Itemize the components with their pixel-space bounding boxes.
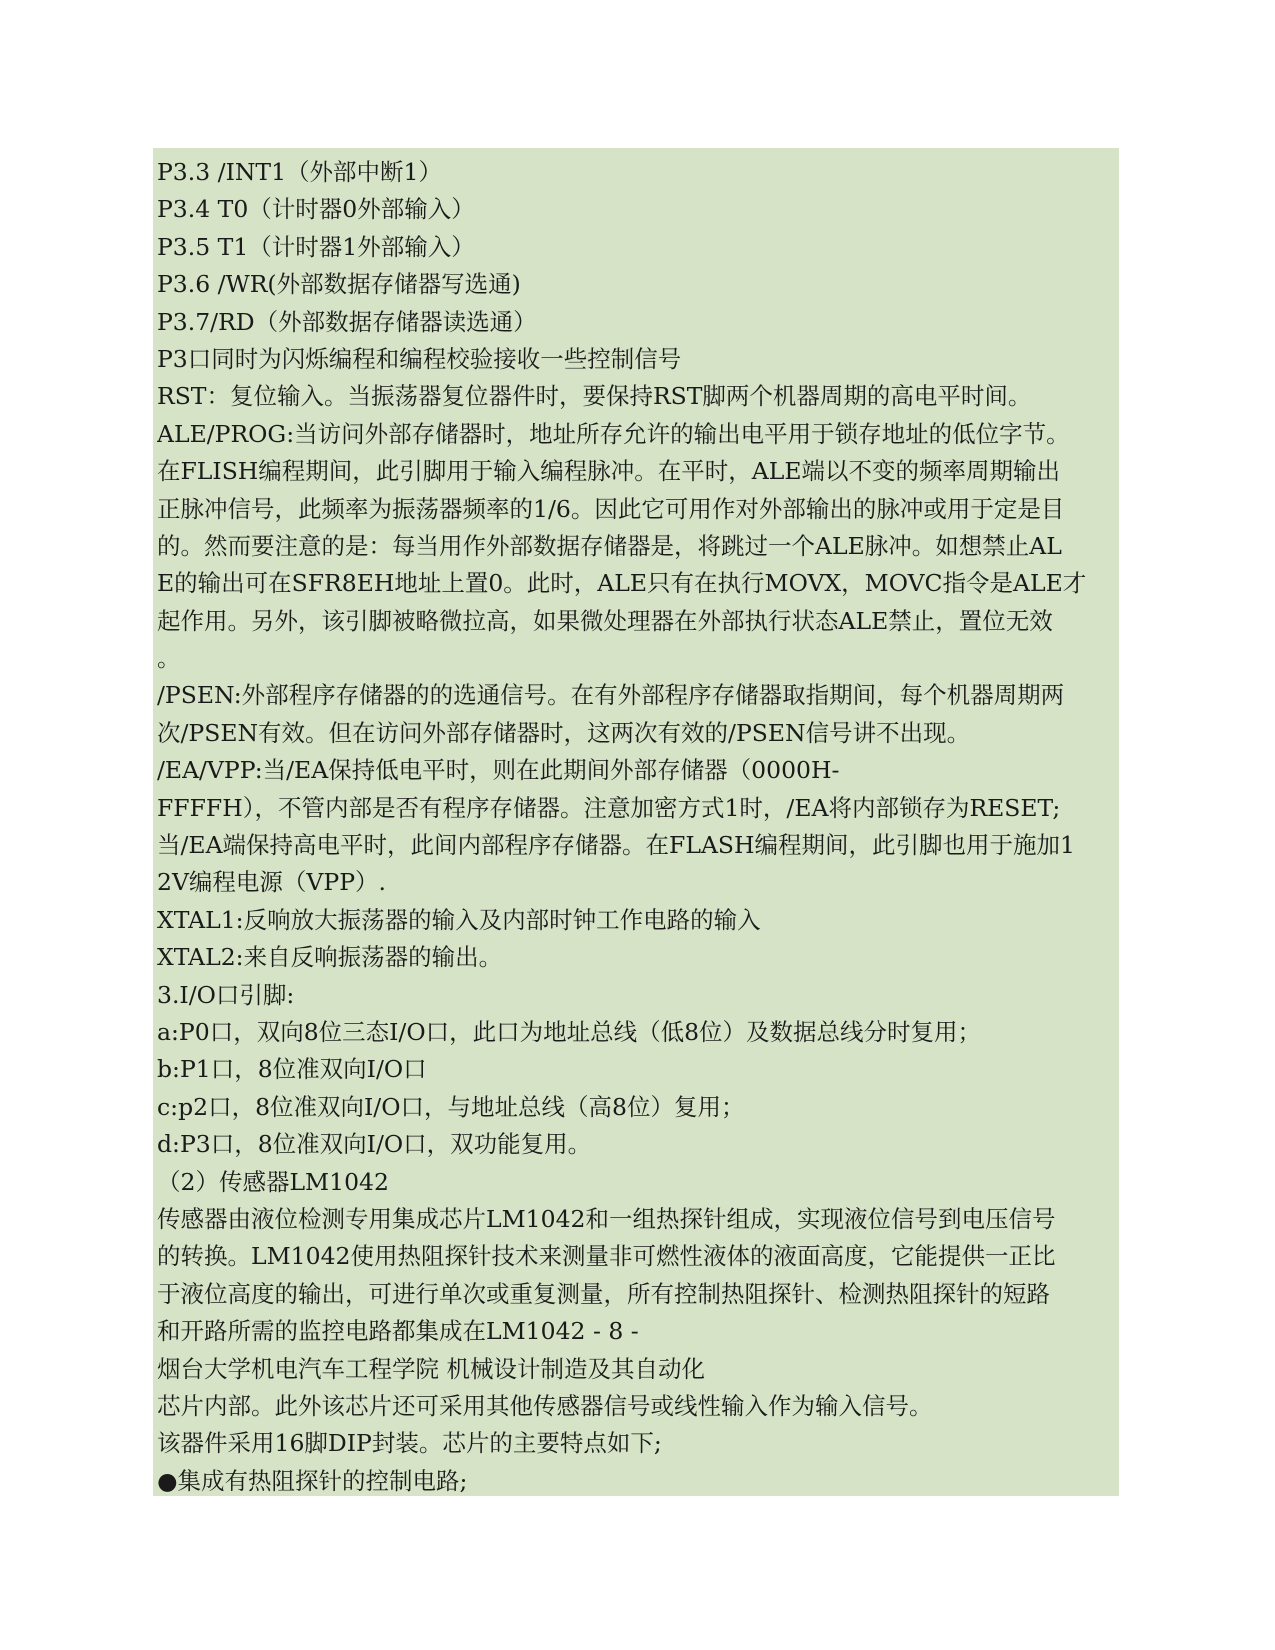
text-line: /EA/VPP:当/EA保持低电平时，则在此期间外部存储器（0000H-	[157, 756, 840, 785]
text-line: c:p2口，8位准双向I/O口，与地址总线（高8位）复用；	[157, 1092, 745, 1121]
text-line: 3.I/O口引脚:	[157, 980, 295, 1009]
text-line: 于液位高度的输出，可进行单次或重复测量，所有控制热阻探针、检测热阻探针的短路	[157, 1279, 1050, 1308]
text-line: 。	[157, 644, 181, 673]
text-line: FFFFH），不管内部是否有程序存储器。注意加密方式1时，/EA将内部锁存为RESET;	[157, 793, 1061, 822]
text-line: P3.6 /WR(外部数据存储器写选通)	[157, 270, 521, 299]
text-line: 起作用。另外，该引脚被略微拉高，如果微处理器在外部执行状态ALE禁止，置位无效	[157, 606, 1053, 635]
text-line: a:P0口，双向8位三态I/O口，此口为地址总线（低8位）及数据总线分时复用；	[157, 1017, 982, 1046]
text-line: /PSEN:外部程序存储器的的选通信号。在有外部程序存储器取指期间，每个机器周期两	[157, 681, 1065, 710]
text-line: 传感器由液位检测专用集成芯片LM1042和一组热探针组成，实现液位信号到电压信号	[157, 1204, 1056, 1233]
text-line: 芯片内部。此外该芯片还可采用其他传感器信号或线性输入作为输入信号。	[157, 1391, 933, 1420]
text-line: 在FLISH编程期间，此引脚用于输入编程脉冲。在平时，ALE端以不变的频率周期输出	[157, 457, 1061, 486]
text-line: 当/EA端保持高电平时，此间内部程序存储器。在FLASH编程期间，此引脚也用于施加1	[157, 831, 1075, 860]
text-line: b:P1口，8位准双向I/O口	[157, 1055, 427, 1084]
text-line: 正脉冲信号，此频率为振荡器频率的1/6。因此它可用作对外部输出的脉冲或用于定是目	[157, 494, 1065, 523]
text-line: P3.4 T0（计时器0外部输入）	[157, 195, 475, 224]
text-line: 次/PSEN有效。但在访问外部存储器时，这两次有效的/PSEN信号讲不出现。	[157, 718, 971, 747]
text-line: XTAL1:反响放大振荡器的输入及内部时钟工作电路的输入	[157, 905, 761, 934]
text-line: ●集成有热阻探针的控制电路;	[157, 1466, 468, 1495]
text-line: P3.3 /INT1（外部中断1）	[157, 158, 442, 186]
text-line: P3.5 T1（计时器1外部输入）	[157, 232, 475, 261]
text-line: ALE/PROG:当访问外部存储器时，地址所存允许的输出电平用于锁存地址的低位字节。	[157, 419, 1070, 448]
document-text-block	[153, 148, 1119, 1496]
text-line: 的转换。LM1042使用热阻探针技术来测量非可燃性液体的液面高度，它能提供一正比	[157, 1242, 1056, 1271]
text-line: 烟台大学机电汽车工程学院 机械设计制造及其自动化	[157, 1354, 705, 1383]
text-line: 2V编程电源（VPP）.	[157, 868, 386, 897]
text-line: d:P3口，8位准双向I/O口，双功能复用。	[157, 1130, 592, 1159]
text-line: XTAL2:来自反响振荡器的输出。	[157, 943, 503, 972]
text-line: E的输出可在SFR8EH地址上置0。此时，ALE只有在执行MOVX，MOVC指令是ALE才	[157, 569, 1087, 598]
text-line: P3口同时为闪烁编程和编程校验接收一些控制信号	[157, 344, 682, 373]
text-line: P3.7/RD（外部数据存储器读选通）	[157, 307, 537, 336]
text-line: 的。然而要注意的是：每当用作外部数据存储器是，将跳过一个ALE脉冲。如想禁止AL	[157, 531, 1062, 560]
text-line: 该器件采用16脚DIP封装。芯片的主要特点如下;	[157, 1429, 662, 1458]
text-line: 和开路所需的监控电路都集成在LM1042 - 8 -	[157, 1317, 639, 1346]
text-line: （2）传感器LM1042	[157, 1167, 389, 1196]
text-line: RST：复位输入。当振荡器复位器件时，要保持RST脚两个机器周期的高电平时间。	[157, 382, 1032, 411]
